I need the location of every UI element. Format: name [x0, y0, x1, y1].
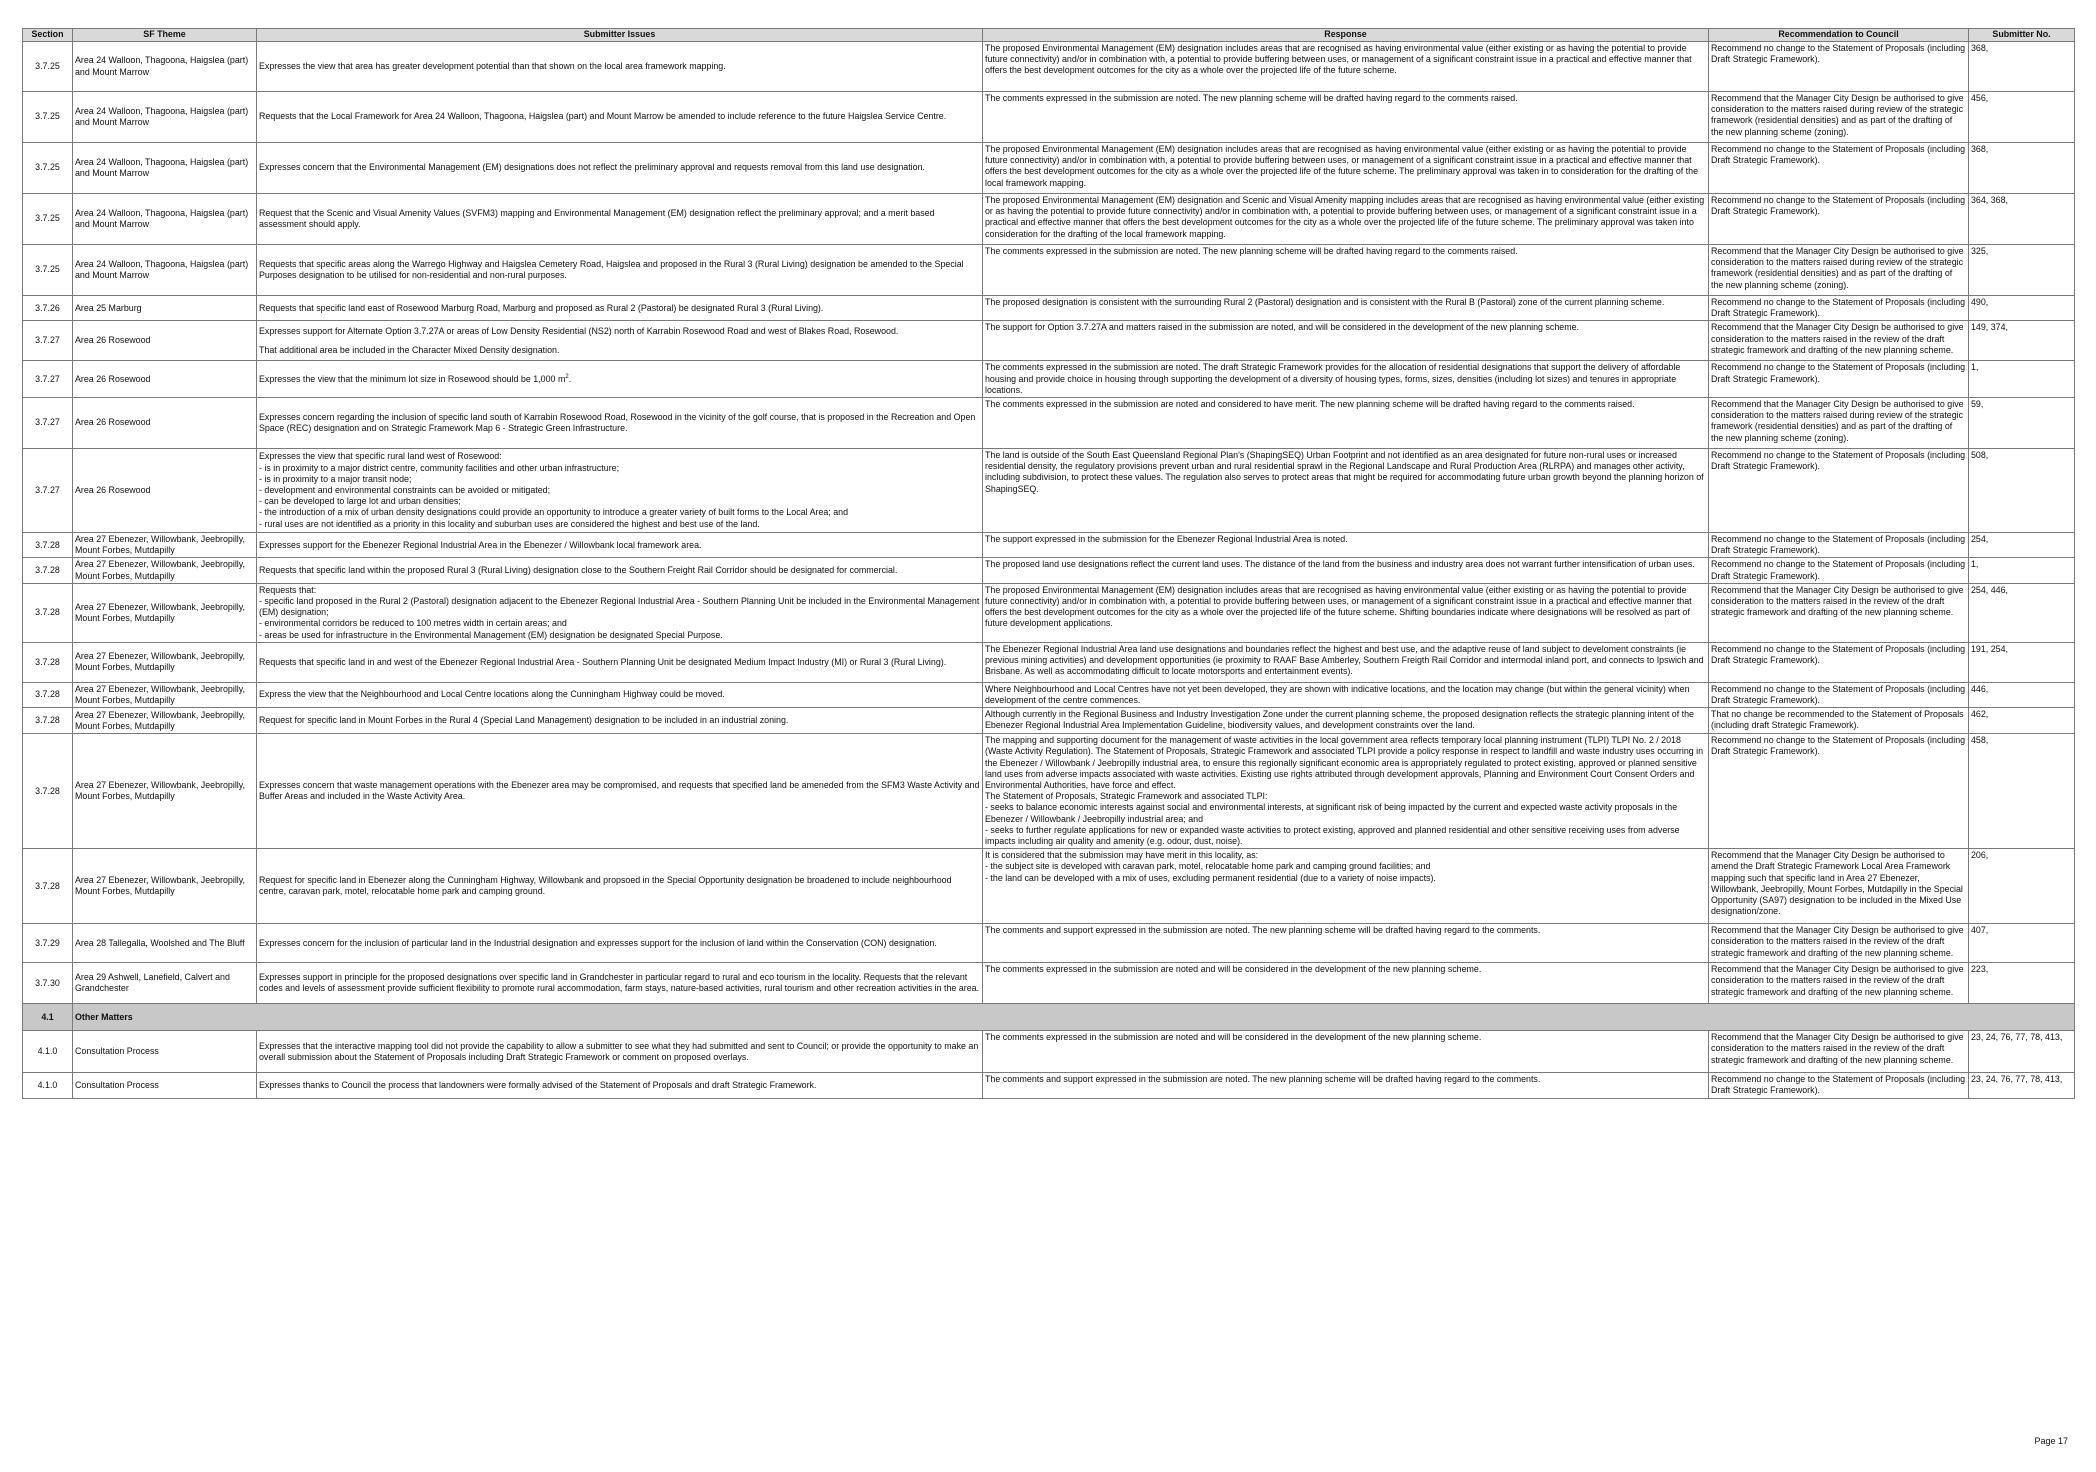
theme-cell: Area 25 Marburg [73, 296, 257, 321]
recommendation-cell: Recommend no change to the Statement of Proposals (including Draft Strategic Framework). [1709, 533, 1969, 558]
response-cell: The comments expressed in the submission are noted. The new planning scheme will be drafted having regard to the comments raised. [983, 92, 1709, 143]
theme-cell: Area 27 Ebenezer, Willowbank, Jeebropilly, Mount Forbes, Mutdapilly [73, 682, 257, 707]
submitter-cell: 364, 368, [1969, 194, 2075, 245]
issues-line: Expresses the view that specific rural land west of Rosewood: [259, 451, 502, 462]
issues-superscript: 2 [565, 373, 569, 380]
submitter-cell: 325, [1969, 245, 2075, 296]
issues-line: - specific land proposed in the Rural 2 (Pastoral) designation adjacent to the Ebenezer Regional Industrial Area - Southern Planning Unit be included in the Environmental Management (EM) designation; [259, 596, 980, 618]
theme-cell: Area 26 Rosewood [73, 449, 257, 533]
issues-cell: Expresses the view that area has greater development potential than that shown on the local area framework mapping. [257, 42, 983, 92]
theme-cell: Area 24 Walloon, Thagoona, Haigslea (part) and Mount Marrow [73, 143, 257, 194]
table-row [23, 449, 2075, 533]
header-response: Response [983, 29, 1709, 42]
table-row [23, 321, 2075, 361]
table-row [23, 734, 2075, 849]
response-cell: The comments expressed in the submission are noted. The new planning scheme will be drafted having regard to the comments raised. [983, 245, 1709, 296]
group-section: 4.1 [23, 1004, 73, 1031]
submitter-cell: 59, [1969, 398, 2075, 449]
response-cell: The proposed Environmental Management (EM) designation and Scenic and Visual Amenity mapping includes areas that are recognised as having environmental value (either existing or as having the potential to provide future connectivity) and/or in combination with, a potential to provide buffering between uses, or management of a significant constraint issue in a practical and effective manner that offers the best development outcomes for the city as a whole over the projected life of the future scheme. The preliminary approval was taken into consideration for the drafting of the local framework mapping. [983, 194, 1709, 245]
header-recommendation: Recommendation to Council [1709, 29, 1969, 42]
theme-cell: Area 24 Walloon, Thagoona, Haigslea (part) and Mount Marrow [73, 42, 257, 92]
theme-cell: Area 24 Walloon, Thagoona, Haigslea (part) and Mount Marrow [73, 194, 257, 245]
submitter-cell: 1, [1969, 558, 2075, 583]
submitter-cell: 456, [1969, 92, 2075, 143]
recommendation-cell: Recommend no change to the Statement of Proposals (including Draft Strategic Framework). [1709, 1073, 1969, 1099]
section-cell: 3.7.25 [23, 92, 73, 143]
theme-cell: Area 27 Ebenezer, Willowbank, Jeebropilly, Mount Forbes, Mutdapilly [73, 533, 257, 558]
recommendation-cell: Recommend no change to the Statement of Proposals (including Draft Strategic Framework). [1709, 143, 1969, 194]
submitter-cell: 490, [1969, 296, 2075, 321]
issues-tail: . [568, 373, 572, 384]
table-row [23, 708, 2075, 734]
recommendation-cell: Recommend no change to the Statement of Proposals (including Draft Strategic Framework). [1709, 642, 1969, 682]
group-header-row [23, 1004, 2075, 1031]
issues-cell [257, 449, 983, 533]
issues-cell: Requests that specific land east of Rosewood Marburg Road, Marburg and proposed as Rural 2 (Pastoral) be designated Rural 3 (Rural Living). [257, 296, 983, 321]
issues-cell: Expresses support in principle for the proposed designations over specific land in Grandchester in particular regard to rural and eco tourism in the locality. Requests that the relevant codes and levels of assessment provide sufficient flexibility to promote rural accommodation, farm stays, nature-based activities, rural tourism and other recreation activities in the area. [257, 963, 983, 1004]
response-line: It is considered that the submission may have merit in this locality, as: [985, 850, 1259, 861]
response-cell: The proposed Environmental Management (EM) designation includes areas that are recognised as having environmental value (either existing or as having the potential to provide future connectivity) and/or in combination with, a potential to provide buffering between uses, or management of a significant constraint issue in a practical and effective manner that offers the best development outcomes for the city as a whole over the projected life of the future scheme. The preliminary approval was taken in to consideration for the drafting of the local framework mapping. [983, 143, 1709, 194]
section-cell: 3.7.27 [23, 321, 73, 361]
issues-line: That additional area be included in the Character Mixed Density designation. [259, 344, 560, 355]
theme-cell: Consultation Process [73, 1031, 257, 1073]
section-cell: 3.7.29 [23, 924, 73, 963]
response-cell: The comments expressed in the submission are noted and will be considered in the development of the new planning scheme. [983, 1031, 1709, 1073]
recommendation-cell: Recommend that the Manager City Design be authorised to give consideration to the matters raised in the review of the draft strategic framework and drafting of the new planning scheme. [1709, 321, 1969, 361]
recommendation-cell: Recommend no change to the Statement of Proposals (including Draft Strategic Framework). [1709, 361, 1969, 398]
response-line: The Statement of Proposals, Strategic Framework and associated TLPI: [985, 791, 1268, 802]
response-cell: The support for Option 3.7.27A and matters raised in the submission are noted, and will be considered in the development of the new planning scheme. [983, 321, 1709, 361]
issues-line: - is in proximity to a major transit node; [259, 473, 412, 484]
submitter-cell: 191, 254, [1969, 642, 2075, 682]
theme-cell: Area 27 Ebenezer, Willowbank, Jeebropilly, Mount Forbes, Mutdapilly [73, 849, 257, 924]
response-cell: The comments and support expressed in the submission are noted. The new planning scheme will be drafted having regard to the comments. [983, 924, 1709, 963]
submitter-cell: 368, [1969, 42, 2075, 92]
issues-cell: Requests that specific land within the proposed Rural 3 (Rural Living) designation close to the Southern Freight Rail Corridor should be designated for commercial. [257, 558, 983, 583]
group-title: Other Matters [73, 1004, 2075, 1031]
section-cell: 3.7.28 [23, 849, 73, 924]
theme-cell: Area 27 Ebenezer, Willowbank, Jeebropilly, Mount Forbes, Mutdapilly [73, 708, 257, 734]
table-row [23, 558, 2075, 583]
theme-cell: Area 27 Ebenezer, Willowbank, Jeebropilly, Mount Forbes, Mutdapilly [73, 734, 257, 849]
response-cell: The land is outside of the South East Queensland Regional Plan's (ShapingSEQ) Urban Footprint and not identified as an area designated for future non-rural uses or increased residential density, the regulatory provisions prevent urban and rural residential sprawl in the Regional Landscape and Rural Production Area (RLRPA) and manages other activity, including subdivision, to protect these values. The regulation also serves to protect areas that might be required for accommodating future urban growth beyond the planning horizon of ShapingSEQ. [983, 449, 1709, 533]
issues-text: Expresses the view that the minimum lot size in Rosewood should be 1,000 m [259, 373, 566, 384]
issues-cell: Expresses concern that the Environmental Management (EM) designations does not reflect the preliminary approval and requests removal from this land use designation. [257, 143, 983, 194]
response-cell [983, 849, 1709, 924]
submitter-cell: 254, [1969, 533, 2075, 558]
issues-cell: Expresses support for the Ebenezer Regional Industrial Area in the Ebenezer / Willowbank local framework area. [257, 533, 983, 558]
issues-cell [257, 321, 983, 361]
table-row [23, 963, 2075, 1004]
section-cell: 3.7.28 [23, 533, 73, 558]
section-cell: 3.7.25 [23, 143, 73, 194]
issues-line [259, 337, 980, 345]
issues-cell [257, 361, 983, 398]
table-row [23, 849, 2075, 924]
issues-cell: Request for specific land in Mount Forbes in the Rural 4 (Special Land Management) designation to be included in an industrial zoning. [257, 708, 983, 734]
recommendation-cell: That no change be recommended to the Statement of Proposals (including draft Strategic Framework). [1709, 708, 1969, 734]
issues-cell: Expresses concern for the inclusion of particular land in the Industrial designation and expresses support for the inclusion of land within the Conservation (CON) designation. [257, 924, 983, 963]
table-row [23, 1031, 2075, 1073]
section-cell: 3.7.28 [23, 682, 73, 707]
table-row [23, 533, 2075, 558]
recommendation-cell: Recommend that the Manager City Design be authorised to amend the Draft Strategic Framework Local Area Framework mapping such that specific land in Area 27 Ebenezer, Willowbank, Jeebropilly, Mount Forbes, Mutdapilly in the Special Opportunity (SA97) designation to be included in the Mixed Use designation/zone. [1709, 849, 1969, 924]
table-row [23, 92, 2075, 143]
table-row [23, 194, 2075, 245]
section-cell: 3.7.27 [23, 398, 73, 449]
submitter-cell: 446, [1969, 682, 2075, 707]
section-cell: 3.7.25 [23, 194, 73, 245]
recommendation-cell: Recommend no change to the Statement of Proposals (including Draft Strategic Framework). [1709, 682, 1969, 707]
issues-line: - the introduction of a mix of urban density designations could provide an opportunity to introduce a greater variety of built forms to the Local Area; and [259, 507, 849, 518]
recommendation-cell: Recommend no change to the Statement of Proposals (including Draft Strategic Framework). [1709, 194, 1969, 245]
theme-cell: Area 24 Walloon, Thagoona, Haigslea (part) and Mount Marrow [73, 245, 257, 296]
issues-line: - environmental corridors be reduced to 100 metres width in certain areas; and [259, 618, 567, 629]
issues-cell [257, 583, 983, 642]
response-line: - the land can be developed with a mix of uses, excluding permanent residential (due to a variety of noise impacts). [985, 872, 1436, 883]
response-cell: The proposed land use designations reflect the current land uses. The distance of the land from the business and industry area does not warrant further intensification of urban uses. [983, 558, 1709, 583]
theme-cell: Area 24 Walloon, Thagoona, Haigslea (part) and Mount Marrow [73, 92, 257, 143]
section-cell: 3.7.28 [23, 708, 73, 734]
table-row [23, 583, 2075, 642]
recommendation-cell: Recommend that the Manager City Design be authorised to give consideration to the matters raised in the review of the draft strategic framework and drafting of the new planning scheme. [1709, 583, 1969, 642]
submitter-cell: 23, 24, 76, 77, 78, 413, [1969, 1073, 2075, 1099]
table-row [23, 296, 2075, 321]
issues-cell: Expresses concern that waste management operations with the Ebenezer area may be compromised, and requests that specified land be ameneded from the SFM3 Waste Activity and Buffer Areas and included in the Waste Activity Area. [257, 734, 983, 849]
table-row [23, 682, 2075, 707]
response-cell: Although currently in the Regional Business and Industry Investigation Zone under the current planning scheme, the proposed designation reflects the strategic planning intent of the Ebenezer Regional Industrial Area Implementation Guideline, biodiversity values, and development constraints over the land. [983, 708, 1709, 734]
theme-cell: Area 28 Tallegalla, Woolshed and The Bluff [73, 924, 257, 963]
issues-line: - is in proximity to a major district centre, community facilities and other urban infrastructure; [259, 462, 620, 473]
issues-cell: Request that the Scenic and Visual Amenity Values (SVFM3) mapping and Environmental Management (EM) designation reflect the preliminary approval; and a merit based assessment should apply. [257, 194, 983, 245]
issues-line: - can be developed to large lot and urban densities; [259, 496, 461, 507]
table-row [23, 924, 2075, 963]
submitter-cell: 206, [1969, 849, 2075, 924]
response-cell: The comments and support expressed in the submission are noted. The new planning scheme will be drafted having regard to the comments. [983, 1073, 1709, 1099]
recommendation-cell: Recommend that the Manager City Design be authorised to give consideration to the matters raised in the review of the draft strategic framework and drafting of the new planning scheme. [1709, 924, 1969, 963]
response-cell [983, 734, 1709, 849]
response-cell: The proposed Environmental Management (EM) designation includes areas that are recognised as having environmental value (either existing or as having the potential to provide future connectivity) and/or in combination with, a potential to provide buffering between uses, or management of a significant constraint issue in a practical and effective manner that offers the best development outcomes for the city as a whole over the projected life of the future scheme. Shifting boundaries indicate where designations will be resolved as part of future development applications. [983, 583, 1709, 642]
table-row [23, 245, 2075, 296]
issues-line: - development and environmental constraints can be avoided or mitigated; [259, 484, 551, 495]
section-cell: 3.7.28 [23, 734, 73, 849]
issues-cell: Expresses concern regarding the inclusion of specific land south of Karrabin Rosewood Road, Rosewood in the vicinity of the golf course, that is proposed in the Recreation and Open Space (REC) designation and on Strategic Framework Map 6 - Strategic Green Infrastructure. [257, 398, 983, 449]
recommendation-cell: Recommend that the Manager City Design be authorised to give consideration to the matters raised during review of the strategic framework (residential densities) and as part of the drafting of the new planning scheme (zoning). [1709, 245, 1969, 296]
issues-cell: Requests that the Local Framework for Area 24 Walloon, Thagoona, Haigslea (part) and Mount Marrow be amended to include reference to the future Haigslea Service Centre. [257, 92, 983, 143]
table-row [23, 1073, 2075, 1099]
issues-cell: Requests that specific land in and west of the Ebenezer Regional Industrial Area - Southern Planning Unit be designated Medium Impact Industry (MI) or Rural 3 (Rural Living). [257, 642, 983, 682]
header-submitter: Submitter No. [1969, 29, 2075, 42]
table-row [23, 361, 2075, 398]
recommendation-cell: Recommend that the Manager City Design be authorised to give consideration to the matters raised in the review of the draft strategic framework and drafting of the new planning scheme. [1709, 963, 1969, 1004]
table-row [23, 642, 2075, 682]
table-header-row [23, 29, 2075, 42]
page-number: Page 17 [2034, 1436, 2068, 1446]
recommendation-cell: Recommend no change to the Statement of Proposals (including Draft Strategic Framework). [1709, 296, 1969, 321]
section-cell: 4.1.0 [23, 1073, 73, 1099]
theme-cell: Consultation Process [73, 1073, 257, 1099]
table-row [23, 42, 2075, 92]
section-cell: 3.7.30 [23, 963, 73, 1004]
submitter-cell: 368, [1969, 143, 2075, 194]
submitter-cell: 23, 24, 76, 77, 78, 413, [1969, 1031, 2075, 1073]
submitter-cell: 462, [1969, 708, 2075, 734]
theme-cell: Area 27 Ebenezer, Willowbank, Jeebropilly, Mount Forbes, Mutdapilly [73, 642, 257, 682]
theme-cell: Area 26 Rosewood [73, 321, 257, 361]
issues-line: - rural uses are not identified as a priority in this locality and suburban uses are considered the highest and best use of the land. [259, 518, 760, 529]
response-cell: The Ebenezer Regional Industrial Area land use designations and boundaries reflect the highest and best use, and the adaptive reuse of land subject to develoment constraints (ie previous mining activities) and development opportunities (ie proximity to RAAF Base Amberley, Southern Freigth Rail Corridor and intermodal inland port, and connects to Ipswich and Brisbane. As well as accommodating difficult to locate motorsports and entertainment events). [983, 642, 1709, 682]
section-cell: 3.7.28 [23, 642, 73, 682]
response-cell: The comments expressed in the submission are noted and considered to have merit. The new planning scheme will be drafted having regard to the comments raised. [983, 398, 1709, 449]
theme-cell: Area 27 Ebenezer, Willowbank, Jeebropilly, Mount Forbes, Mutdapilly [73, 558, 257, 583]
issues-cell: Request for specific land in Ebenezer along the Cunningham Highway, Willowbank and propsoed in the Special Opportunity designation be broadened to include neighbourhood centre, caravan park, motel, relocatable home park and camping ground. [257, 849, 983, 924]
recommendation-cell: Recommend that the Manager City Design be authorised to give consideration to the matters raised during review of the strategic framework (residential densities) and as part of the drafting of the new planning scheme (zoning). [1709, 92, 1969, 143]
response-line: - seeks to balance economic interests against social and environmental interests, at significant risk of being impacted by the current and expected waste activity proposals in the Ebenezer / Willowbank / Jeebropilly industrial area; and [985, 802, 1678, 824]
theme-cell: Area 26 Rosewood [73, 398, 257, 449]
submissions-table-container [22, 28, 2074, 1099]
header-section: Section [23, 29, 73, 42]
theme-cell: Area 27 Ebenezer, Willowbank, Jeebropilly, Mount Forbes, Mutdapilly [73, 583, 257, 642]
response-cell: The comments expressed in the submission are noted and will be considered in the development of the new planning scheme. [983, 963, 1709, 1004]
submitter-cell: 407, [1969, 924, 2075, 963]
recommendation-cell: Recommend no change to the Statement of Proposals (including Draft Strategic Framework). [1709, 449, 1969, 533]
issues-cell: Expresses that the interactive mapping tool did not provide the capability to allow a submitter to see what they had submitted and sent to Council; or provide the opportunity to make an overall submission about the Statement of Proposals including Draft Strategic Framework or comment on proposed overlays. [257, 1031, 983, 1073]
section-cell: 3.7.25 [23, 245, 73, 296]
theme-cell: Area 26 Rosewood [73, 361, 257, 398]
issues-cell: Expresses thanks to Council the process that landowners were formally advised of the Statement of Proposals and draft Strategic Framework. [257, 1073, 983, 1099]
submitter-cell: 254, 446, [1969, 583, 2075, 642]
header-issues: Submitter Issues [257, 29, 983, 42]
section-cell: 4.1.0 [23, 1031, 73, 1073]
response-cell: The support expressed in the submission for the Ebenezer Regional Industrial Area is noted. [983, 533, 1709, 558]
theme-cell: Area 29 Ashwell, Lanefield, Calvert and Grandchester [73, 963, 257, 1004]
section-cell: 3.7.28 [23, 558, 73, 583]
section-cell: 3.7.26 [23, 296, 73, 321]
submitter-cell: 223, [1969, 963, 2075, 1004]
submitter-cell: 149, 374, [1969, 321, 2075, 361]
recommendation-cell: Recommend no change to the Statement of Proposals (including Draft Strategic Framework). [1709, 42, 1969, 92]
response-cell: The proposed designation is consistent with the surrounding Rural 2 (Pastoral) designation and is consistent with the Rural B (Pastoral) zone of the current planning scheme. [983, 296, 1709, 321]
section-cell: 3.7.25 [23, 42, 73, 92]
issues-line: Expresses support for Alternate Option 3.7.27A or areas of Low Density Residential (NS2) north of Karrabin Rosewood Road and west of Blakes Road, Rosewood. [259, 325, 899, 336]
table-row [23, 143, 2075, 194]
submitter-cell: 458, [1969, 734, 2075, 849]
recommendation-cell: Recommend no change to the Statement of Proposals (including Draft Strategic Framework). [1709, 734, 1969, 849]
recommendation-cell: Recommend that the Manager City Design be authorised to give consideration to the matters raised in the review of the draft strategic framework and drafting of the new planning scheme. [1709, 1031, 1969, 1073]
response-line: - seeks to further regulate applications for new or expanded waste activities to protect existing, approved and planned residential and other sensitive receiving uses from adverse impacts including air quality and amenity (e.g. odour, dust, noise). [985, 824, 1680, 847]
header-theme: SF Theme [73, 29, 257, 42]
issues-cell: Express the view that the Neighbourhood and Local Centre locations along the Cunningham Highway could be moved. [257, 682, 983, 707]
section-cell: 3.7.27 [23, 361, 73, 398]
submissions-table [22, 28, 2075, 1099]
response-cell: Where Neighbourhood and Local Centres have not yet been developed, they are shown with indicative locations, and the location may change (but within the general vicinity) when development of the centre commences. [983, 682, 1709, 707]
table-row [23, 398, 2075, 449]
response-line: The mapping and supporting document for the management of waste activities in the local government area reflects temporary local planning instrument (TLPI) TLPI No. 2 / 2018 (Waste Activity Regulation). The Statement of Proposals, Strategic Framework and associated TLPI provide a policy response in respect to landfill and waste industry uses occurring in the Ebenezer / Willowbank / Jeebropilly industrial area, to ensure this regionally significant economic area is appropriately regulated to protect existing, approved or planned sensitive land uses from adverse impacts associated with waste activities. Existing use rights attributed through development approvals, Planning and Environment Court Consent Orders and Environmental Authorities, have force and effect. [985, 735, 1704, 791]
recommendation-cell: Recommend that the Manager City Design be authorised to give consideration to the matters raised during review of the strategic framework (residential densities) and as part of the drafting of the new planning scheme (zoning). [1709, 398, 1969, 449]
submitter-cell: 1, [1969, 361, 2075, 398]
response-cell: The proposed Environmental Management (EM) designation includes areas that are recognised as having environmental value (either existing or as having the potential to provide future connectivity) and/or in combination with, a potential to provide buffering between uses, or management of a significant constraint issue in a practical and effective manner that offers the best development outcomes for the city as a whole over the projected life of the future scheme. [983, 42, 1709, 92]
section-cell: 3.7.28 [23, 583, 73, 642]
submitter-cell: 508, [1969, 449, 2075, 533]
issues-line: Requests that: [259, 584, 317, 595]
response-line: - the subject site is developed with caravan park, motel, relocatable home park and camping ground facilities; and [985, 861, 1431, 872]
response-cell: The comments expressed in the submission are noted. The draft Strategic Framework provides for the allocation of residential designations that support the delivery of affordable housing and provide choice in housing through supporting the development of a diversity of housing types, forms, sizes, densities (including lot sizes) and tenures in appropriate locations. [983, 361, 1709, 398]
section-cell: 3.7.27 [23, 449, 73, 533]
recommendation-cell: Recommend no change to the Statement of Proposals (including Draft Strategic Framework). [1709, 558, 1969, 583]
issues-line: - areas be used for infrastructure in the Environmental Management (EM) designation be designated Special Purpose. [259, 629, 723, 640]
issues-cell: Requests that specific areas along the Warrego Highway and Haigslea Cemetery Road, Haigslea and proposed in the Rural 3 (Rural Living) designation be amended to the Special Purposes designation to be utilised for non-residential and non-rural purposes. [257, 245, 983, 296]
